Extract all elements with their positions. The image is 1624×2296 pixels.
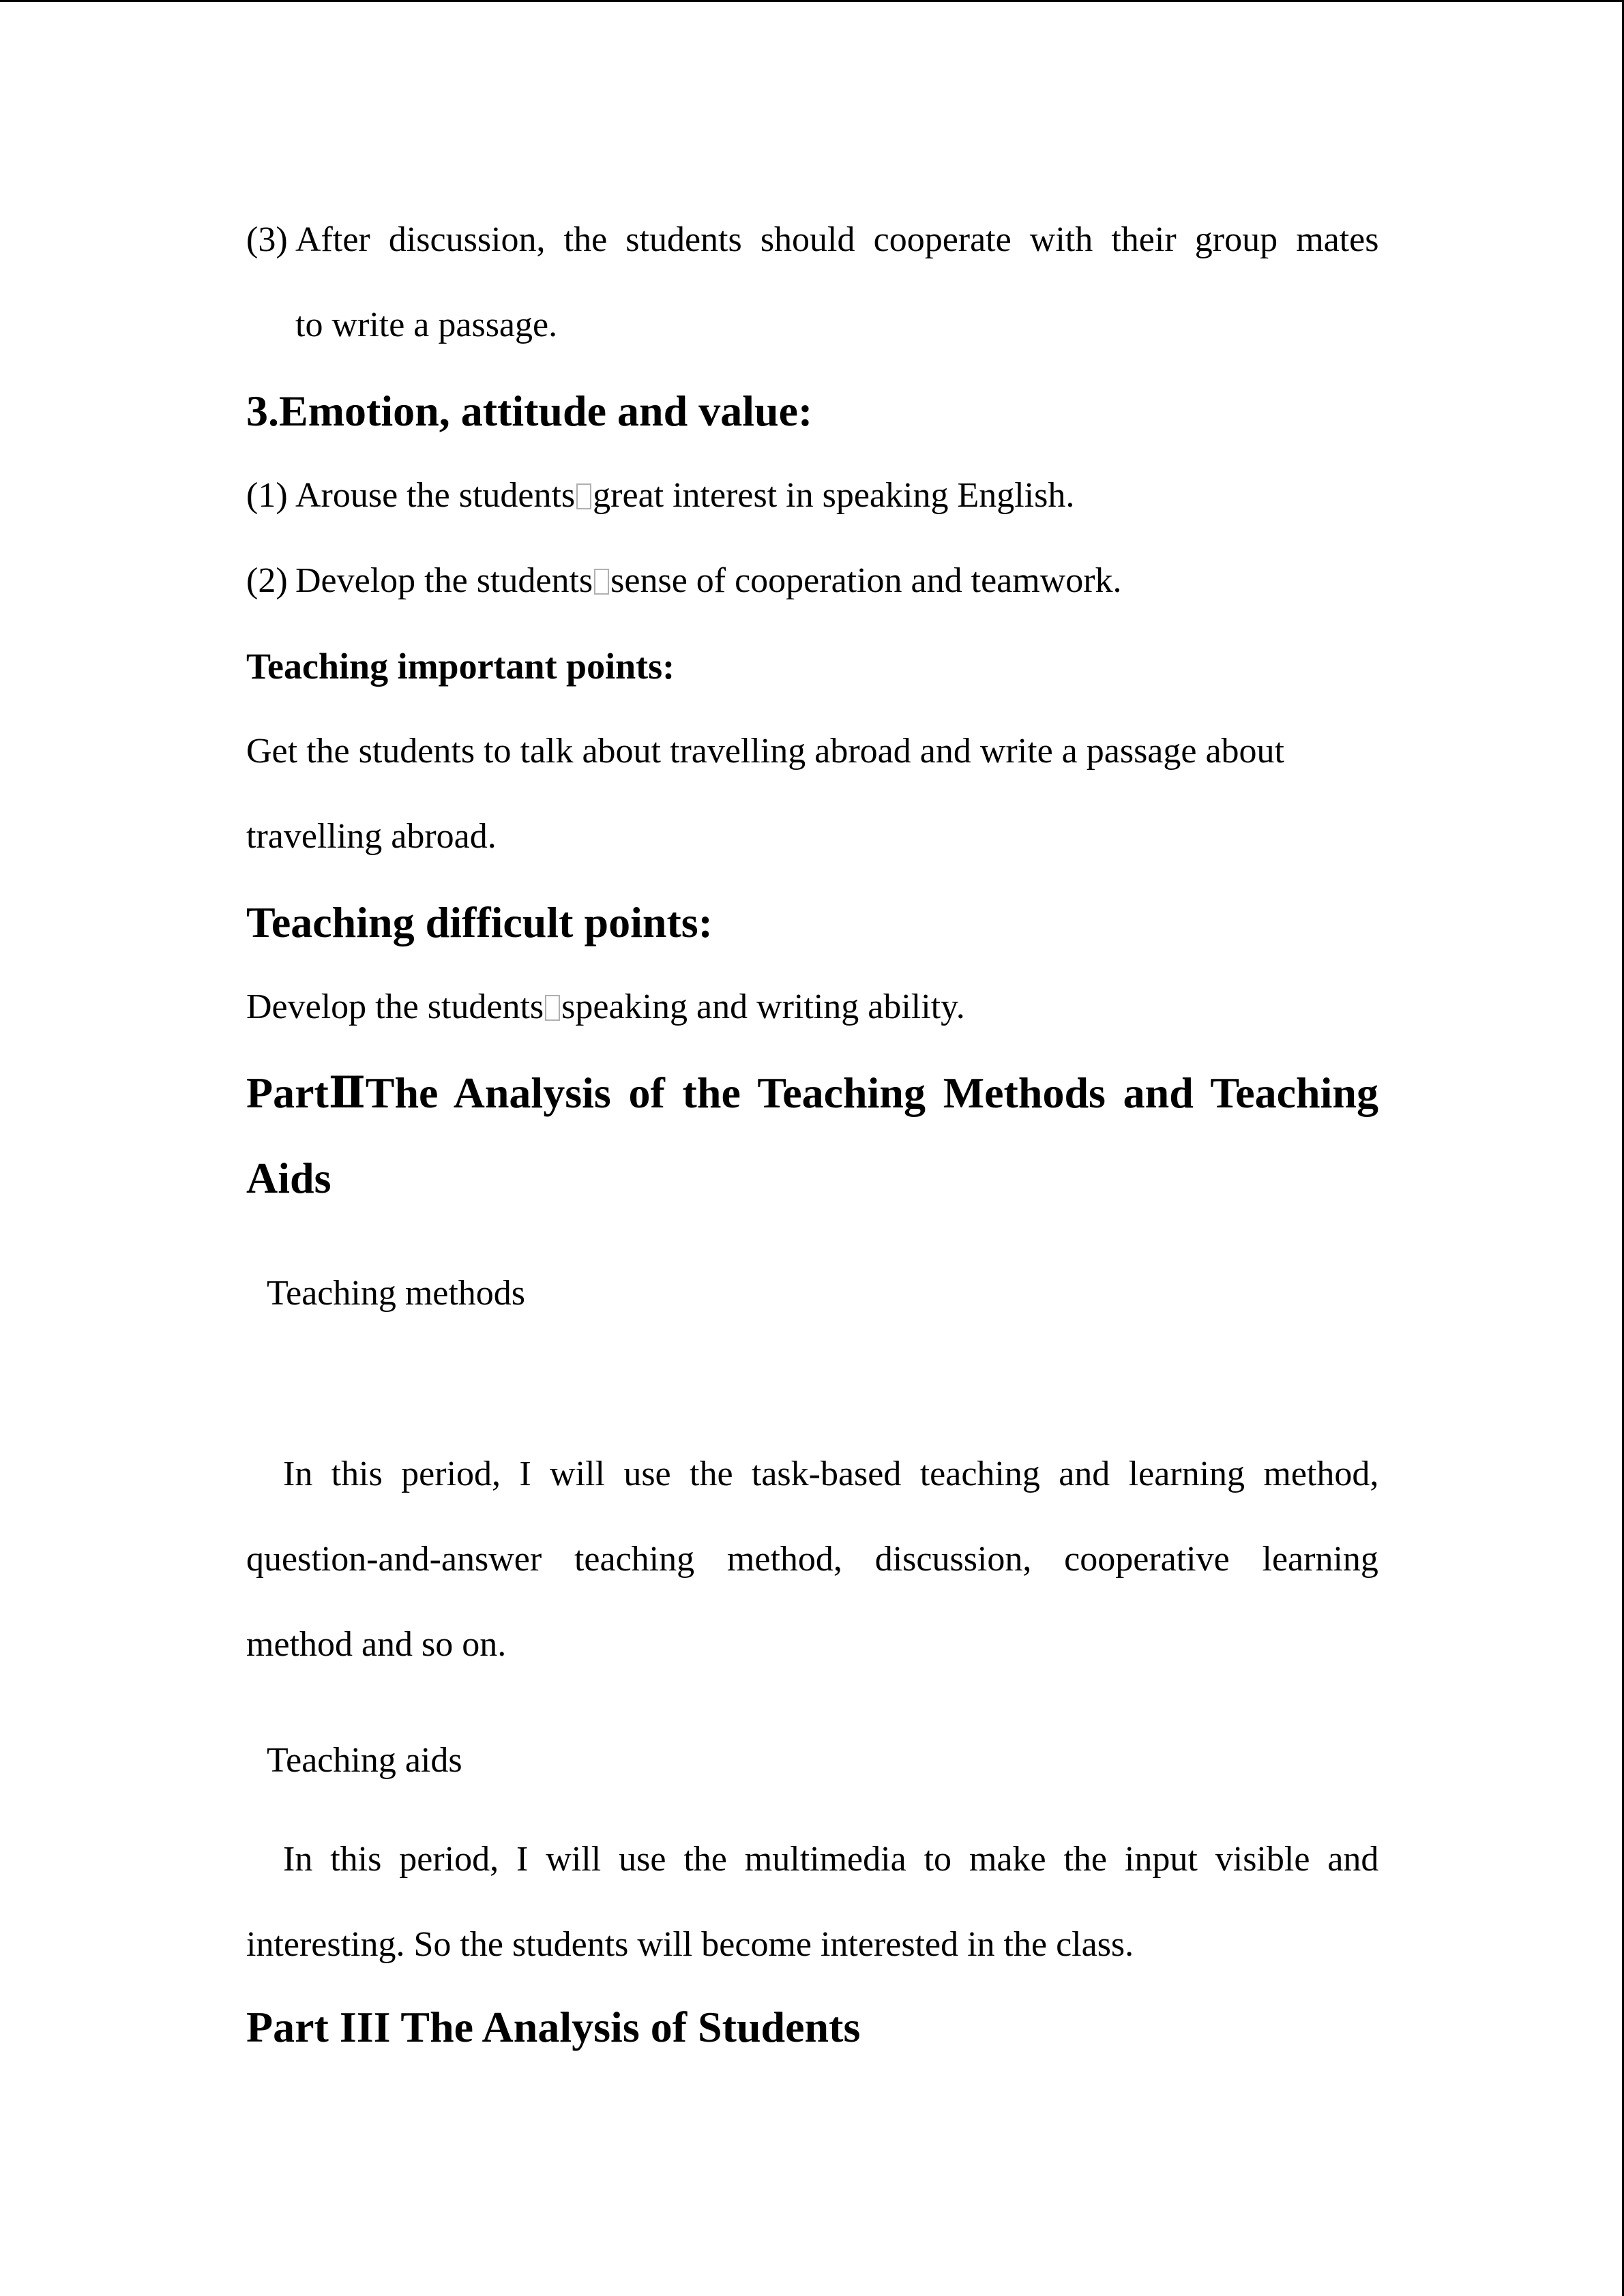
emotion-item-1-text-b: great interest in speaking English. bbox=[593, 476, 1075, 515]
teaching-aids-line-1: In this period, I will use the multimedia to make the input visible and bbox=[283, 1840, 1379, 1879]
objective-3-text: After discussion, the students should cooperate with their group mates bbox=[295, 220, 1379, 259]
emotion-item-2-text-b: sense of cooperation and teamwork. bbox=[610, 561, 1122, 600]
emotion-item-2-text-a: Develop the students bbox=[295, 561, 593, 600]
emotion-heading: 3.Emotion, attitude and value: bbox=[246, 387, 813, 435]
important-points-heading: Teaching important points: bbox=[246, 646, 675, 687]
missing-glyph-box bbox=[545, 995, 560, 1021]
teaching-methods-line-1: In this period, I will use the task-based teaching and learning method, bbox=[283, 1455, 1379, 1493]
part-2-heading-line-1: PartⅡThe Analysis of the Teaching Methods and Teaching bbox=[246, 1069, 1378, 1117]
difficult-points-text-b: speaking and writing ability. bbox=[561, 987, 965, 1026]
important-points-text: Get the students to talk about travelling abroad and write a passage about bbox=[246, 732, 1284, 771]
emotion-item-2 bbox=[246, 561, 1122, 601]
difficult-points-heading: Teaching difficult points: bbox=[246, 898, 713, 946]
list-number: (3) bbox=[246, 220, 288, 259]
teaching-aids-line-2: interesting. So the students will become interested in the class. bbox=[246, 1925, 1134, 1964]
difficult-points-text bbox=[246, 987, 965, 1028]
important-points-line-2: travelling abroad. bbox=[246, 817, 497, 856]
teaching-methods-line-2: question-and-answer teaching method, discussion, cooperative learning bbox=[246, 1540, 1378, 1579]
objective-3-line-1 bbox=[246, 220, 1378, 260]
missing-glyph-box bbox=[594, 569, 609, 595]
teaching-methods-label: Teaching methods bbox=[267, 1274, 526, 1313]
list-number: (1) bbox=[246, 476, 288, 515]
part-3-heading: Part III The Analysis of Students bbox=[246, 2003, 861, 2051]
teaching-methods-line-3: method and so on. bbox=[246, 1625, 507, 1664]
objective-3-line-2: to write a passage. bbox=[295, 305, 558, 344]
missing-glyph-box bbox=[576, 483, 591, 509]
list-number: (2) bbox=[246, 561, 288, 600]
important-points-line-1 bbox=[246, 731, 1378, 772]
part-2-heading-line-2: Aids bbox=[246, 1154, 331, 1202]
emotion-item-1 bbox=[246, 475, 1074, 516]
top-border bbox=[0, 0, 1624, 2]
difficult-points-text-a: Develop the students bbox=[246, 987, 544, 1026]
teaching-aids-label: Teaching aids bbox=[267, 1741, 462, 1780]
emotion-item-1-text-a: Arouse the students bbox=[295, 476, 576, 515]
